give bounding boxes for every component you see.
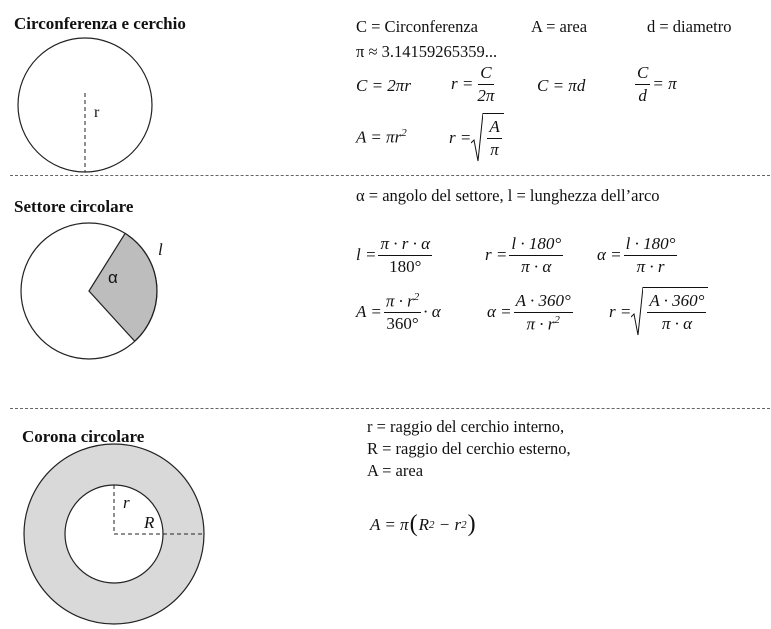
circle-radius-label: r: [94, 104, 100, 121]
annulus-legend-area: A = area: [367, 461, 424, 480]
formula-lhs: r =: [449, 128, 472, 147]
formula-annulus-area: [370, 511, 477, 538]
denominator: 360°: [386, 314, 419, 334]
numerator: l · 180°: [509, 234, 563, 256]
exponent: 2: [428, 518, 435, 531]
circle-diagram: [10, 36, 160, 176]
formula-alpha-sector: [597, 234, 679, 276]
section-divider: [10, 175, 770, 176]
formula-r-sqrt-a-over-pi: [449, 113, 504, 163]
numerator: C: [635, 63, 650, 85]
square-root: [471, 113, 503, 163]
formula-rhs: · α: [423, 302, 441, 322]
fraction: [647, 291, 706, 333]
numerator: l · 180°: [624, 234, 678, 256]
sector-angle-label: α: [108, 268, 118, 287]
numerator: A · 360°: [514, 291, 573, 313]
legend-area: A = area: [531, 17, 588, 36]
annulus-inner-radius-label: r: [123, 493, 130, 512]
denominator: 2π: [477, 85, 495, 105]
formula-term-R: R: [418, 514, 429, 534]
sector-arc-label: l: [158, 240, 163, 259]
numerator: π · r · α: [378, 234, 432, 256]
exponent: 2: [461, 518, 467, 531]
denominator: d: [638, 85, 647, 105]
numerator: A · 360°: [647, 291, 706, 313]
formula-c-pid: C = πd: [537, 76, 586, 95]
formula-a-sector: [356, 291, 441, 334]
denominator: π · α: [661, 314, 693, 333]
fraction: [475, 63, 496, 105]
exponent: 2: [401, 127, 407, 139]
formula-rhs: = π: [652, 74, 677, 94]
formula-lhs: A = πr: [356, 127, 402, 147]
numerator: C: [478, 63, 493, 85]
exponent: 2: [413, 291, 420, 303]
square-root: [631, 287, 708, 337]
fraction: [635, 63, 650, 105]
section-divider: [10, 408, 770, 409]
sector-diagram: [10, 220, 165, 360]
legend-circonferenza: C = Circonferenza: [356, 17, 479, 36]
formula-c-2pir: C = 2πr: [356, 76, 411, 95]
annulus-outer-radius-label: R: [144, 513, 155, 532]
denominator: [525, 313, 562, 334]
numerator: [384, 291, 421, 313]
numerator-text: π · r: [385, 291, 414, 311]
pi-approx: π ≈ 3.14159265359...: [356, 42, 498, 61]
denominator-text: π · r: [526, 314, 555, 334]
left-paren: (: [409, 511, 418, 537]
fraction: [514, 291, 573, 334]
fraction: [384, 291, 421, 334]
denominator: 180°: [389, 256, 422, 276]
formula-alpha-from-area: [487, 291, 575, 334]
formula-term-minus-r: − r: [434, 514, 462, 534]
section-title-sector: Settore circolare: [14, 197, 134, 216]
numerator: A: [487, 117, 501, 139]
annulus-diagram: [10, 442, 210, 629]
denominator: π · r: [636, 256, 665, 276]
formula-lhs: r =: [609, 302, 632, 321]
section-title-annulus: Corona circolare: [22, 427, 145, 446]
fraction: [509, 234, 563, 276]
fraction: [487, 117, 501, 159]
formula-r-from-area: [609, 287, 708, 337]
fraction: [624, 234, 678, 276]
formula-lhs: l =: [356, 245, 377, 265]
denominator: π: [490, 140, 499, 159]
formula-lhs: r =: [485, 245, 508, 265]
right-paren: ): [467, 511, 476, 537]
formula-a-pir2: [356, 127, 407, 148]
formula-lhs: α =: [487, 302, 512, 322]
denominator: π · α: [521, 256, 552, 276]
formula-lhs: r =: [451, 74, 474, 94]
formula-lhs: α =: [597, 245, 622, 265]
formula-l-arc: [356, 234, 434, 276]
annulus-legend-outer: R = raggio del cerchio esterno,: [367, 439, 571, 458]
annulus-legend-inner: r = raggio del cerchio interno,: [367, 417, 565, 436]
formula-r-sector: [485, 234, 565, 276]
exponent: 2: [554, 313, 560, 326]
formula-lhs: A = π: [370, 514, 409, 534]
formula-lhs: A =: [356, 302, 382, 322]
section-title-circle: Circonferenza e cerchio: [14, 14, 186, 33]
legend-diametro: d = diametro: [647, 17, 732, 36]
fraction: [378, 234, 432, 276]
formula-c-over-d-pi: [633, 63, 677, 105]
sector-legend: α = angolo del settore, l = lunghezza dell’arco: [356, 186, 660, 205]
formula-r-c-over-2pi: [451, 63, 498, 105]
